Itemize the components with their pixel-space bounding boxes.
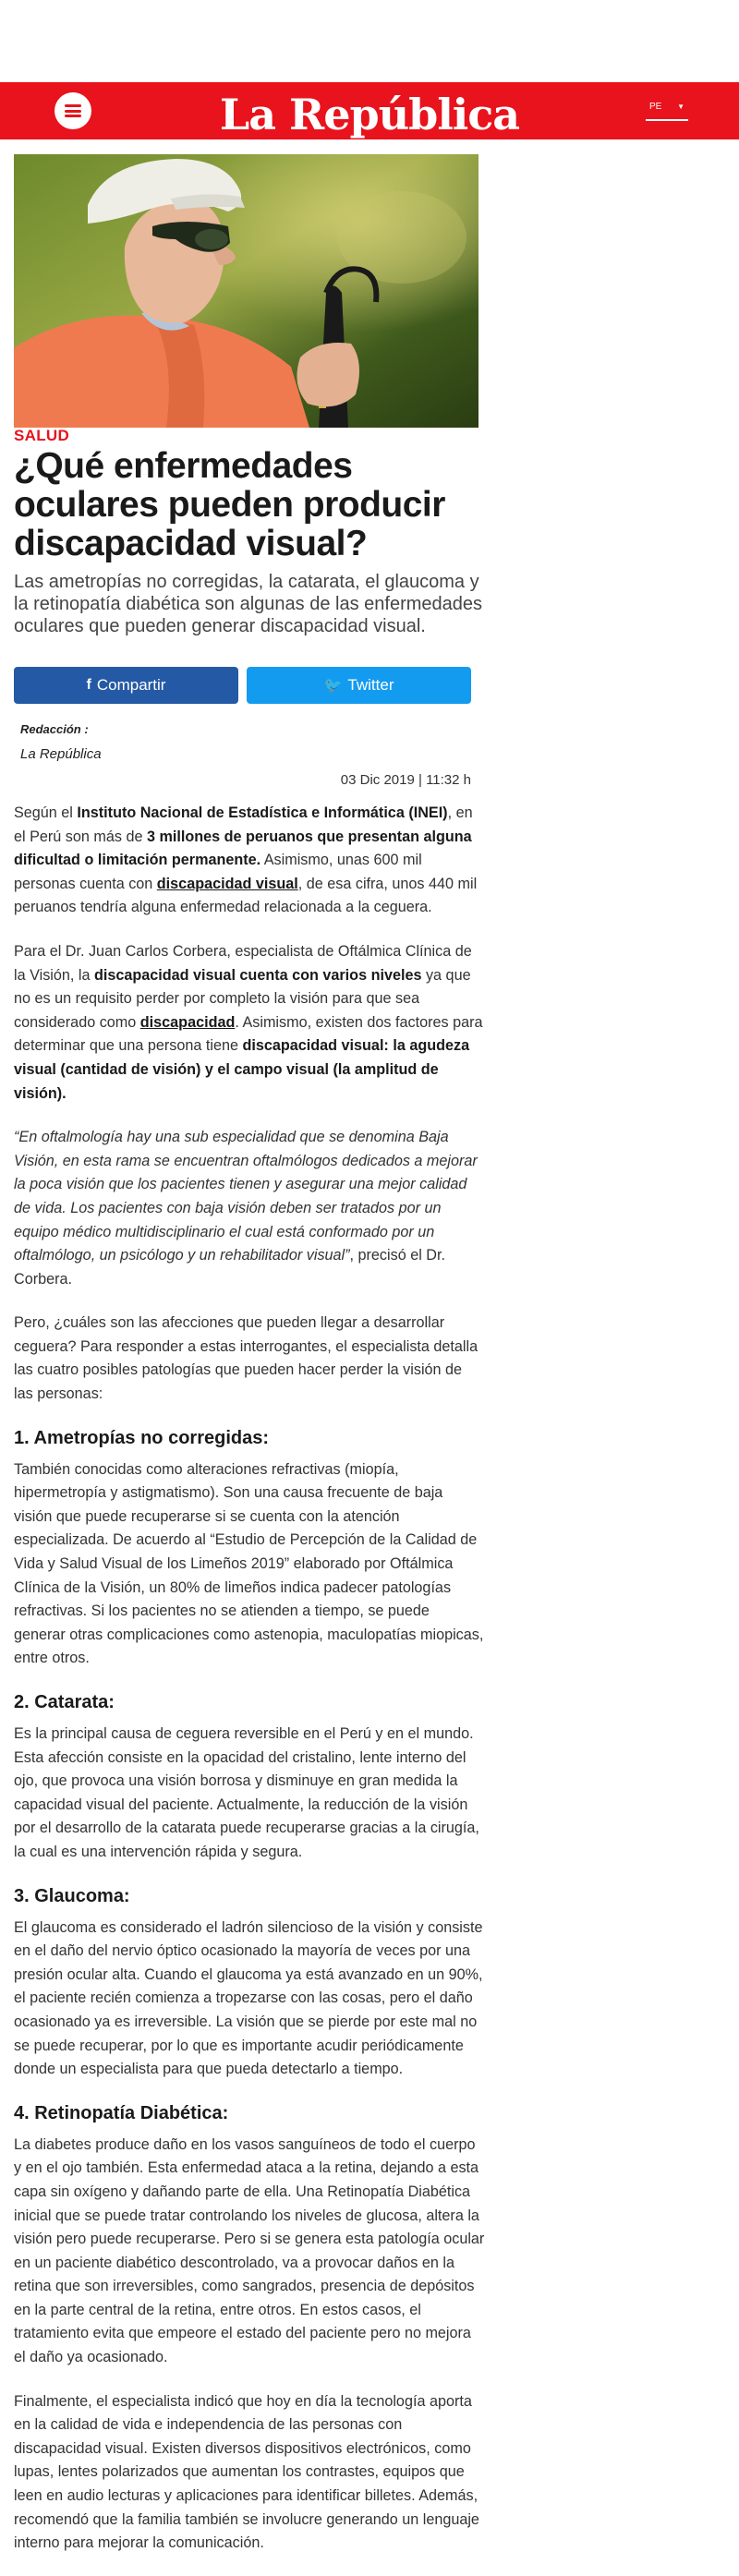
subheading-retinopatia: 4. Retinopatía Diabética: xyxy=(14,2102,229,2123)
quote-paragraph: “En oftalmología hay una sub especialidad que se denomina Baja Visión, en esta rama se encuentran oftalmólogos dedicados a mejorar la poca visión que los pacientes tienen y asegurar una mejor calidad de vida. Los pacientes con baja visión deben ser tratados por un equipo médico multidisciplinario el cual está conformado por un oftalmólogo, un psicólogo y un rehabilitador visual”, precisó el Dr. Corbera. xyxy=(14,1129,478,1288)
article-section-tag[interactable]: SALUD xyxy=(14,427,70,444)
discapacidad-link[interactable]: discapacidad xyxy=(139,1013,236,1031)
subheading-glaucoma: 3. Glaucoma: xyxy=(14,1885,130,1906)
paragraph: El glaucoma es considerado el ladrón silencioso de la visión y consiste en el daño del nervio óptico ocasionado la mayoría de veces por una presión ocular alta. Cuando el glaucoma ya está avanzado en un 90%, el paciente recién comienza a tropezarse con las cosas, pero el daño ocasionado ya es irreversible. La visión que se pierde por este mal no se puede recuperar, por lo que es importante acudir periódicamente donde un especialista para que pueda detectarlo a tiempo. xyxy=(14,1918,483,2078)
share-facebook-label: Compartir xyxy=(96,676,166,694)
article-subtitle: Las ametropías no corregidas, la catarata, el glaucoma y la retinopatía diabética son algunas de las enfermedades oculares que pueden generar discapacidad visual. xyxy=(14,572,483,636)
paragraph: Para el Dr. Juan Carlos Corbera, especialista de Oftálmica Clínica de la Visión, la discapacidad visual cuenta con varios niveles ya que no es un requisito perder por completo la visión para que sea considerado como discapacidad. Asimismo, existen dos factores para determinar que una persona tiene discapacidad visual: la agudeza visual (cantidad de visión) y el campo visual (la amplitud de visión). xyxy=(14,942,483,1102)
discapacidad-visual-link[interactable]: discapacidad visual xyxy=(156,875,298,892)
menu-button[interactable] xyxy=(55,92,91,129)
site-logo[interactable]: La República xyxy=(219,90,520,139)
site-header xyxy=(0,82,739,139)
paragraph: Según el Instituto Nacional de Estadística e Informática (INEI), en el Perú son más de 3 millones de peruanos que presentan alguna dificultad o limitación permanente. Asimismo, unas 600 mil personas cuenta con discapacidad visual, de esa cifra, unos 440 mil peruanos tendría alguna enfermedad relacionada a la ceguera. xyxy=(14,804,478,916)
byline-label: Redacción : xyxy=(20,722,89,736)
paragraph: Pero, ¿cuáles son las afecciones que pueden llegar a desarrollar ceguera? Para responder a estas interrogantes, el especialista detalla las cuatro posibles patologías que pueden hacer perder la visión de las personas: xyxy=(14,1314,479,1403)
share-facebook-button[interactable] xyxy=(14,667,238,704)
share-twitter-button[interactable] xyxy=(247,667,471,704)
twitter-icon: 🐦 xyxy=(323,678,343,694)
paragraph: Es la principal causa de ceguera reversible en el Perú y en el mundo. Esta afección consiste en la opacidad del cristalino, lente interno del ojo, que provoca una visión borrosa y disminuye en gran medida la capacidad visual del paciente. Actualmente, la reducción de la visión por el desarrollo de la catarata puede recuperarse gracias a la cirugía, la cual es una intervención rápida y segura. xyxy=(14,1725,479,1860)
paragraph: La diabetes produce daño en los vasos sanguíneos de todo el cuerpo y en el ojo también. Esta enfermedad ataca a la retina, dejando a esta capa sin oxígeno y dañando parte de ella. Una Retinopatía Diabética inicial que se puede tratar controlando los niveles de glucosa, altera la visión pero puede recuperarse. Pero si se genera esta patología ocular en un paciente diabético descontrolado, va a provocar daños en la retina que son irreversibles, como sangrados, presencia de depósitos en la parte central de la retina, entre otros. En estos casos, el tratamiento evita que empeore el estado del paciente pero no mejora el daño ya ocasionado. xyxy=(14,2135,485,2366)
paragraph: Finalmente, el especialista indicó que hoy en día la tecnología aporta en la calidad de vida e independencia de las personas con discapacidad visual. Existen diversos dispositivos electrónicos, como lupas, lentes polarizados que aumentan los contrastes, equipos que leen en audio lecturas y aplicaciones para identificar billetes. Además, recomendó que la familia también se involucre generando un lenguaje interno para mejorar la comunicación. xyxy=(14,2392,479,2552)
facebook-icon: f xyxy=(86,677,91,693)
article-body xyxy=(14,802,485,2576)
article-hero-image xyxy=(14,154,479,428)
subheading-catarata: 2. Catarata: xyxy=(14,1692,115,1712)
hamburger-menu-icon xyxy=(65,104,81,117)
country-selector-value: PE xyxy=(649,101,662,112)
article-title: ¿Qué enfermedades oculares pueden producir discapacidad visual? xyxy=(14,446,445,563)
article-date: 03 Dic 2019 | 11:32 h xyxy=(340,772,471,788)
paragraph: También conocidas como alteraciones refractivas (miopía, hipermetropía y astigmatismo). Son una causa frecuente de baja visión que puede recuperarse si se cuenta con la atención especializada. De acuerdo al “Estudio de Percepción de la Calidad de Vida y Salud Visual de los Limeños 2019” elaborado por Oftálmica Clínica de la Visión, un 80% de limeños indica padecer patologías refractivas. Si los pacientes no se atienden a tiempo, se puede generar otras complicaciones como astenopia, maculopatías miopicas, entre otros. xyxy=(14,1460,484,1667)
country-selector[interactable] xyxy=(646,93,688,121)
byline-author[interactable]: La República xyxy=(20,746,102,762)
chevron-down-icon: ▼ xyxy=(677,102,684,111)
subheading-ametropias: 1. Ametropías no corregidas: xyxy=(14,1427,269,1448)
share-twitter-label: Twitter xyxy=(347,676,394,694)
